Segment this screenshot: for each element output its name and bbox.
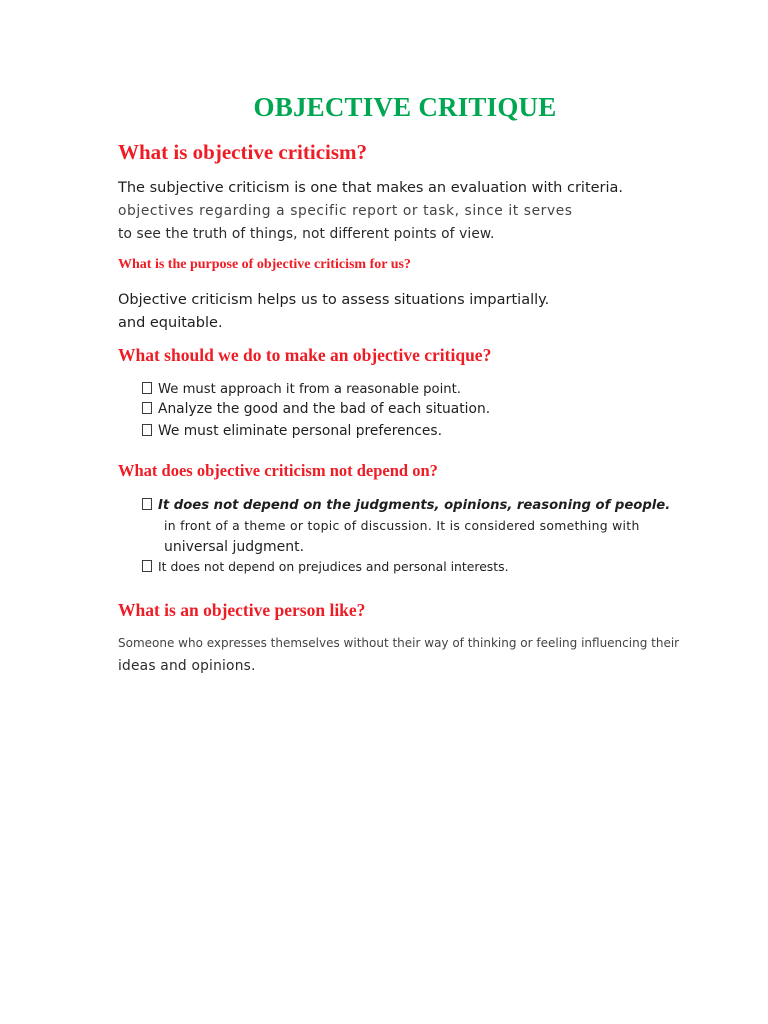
list-item-text: We must eliminate personal preferences. (158, 423, 442, 439)
list-item (142, 559, 509, 574)
section-heading-how-to: What should we do to make an objective critique? (118, 345, 492, 365)
paragraph-line: Objective criticism helps us to assess situations impartially. (118, 292, 550, 308)
section-heading-not-depend: What does objective criticism not depend on? (118, 461, 438, 480)
list-item (142, 498, 670, 513)
bullet-box-icon (142, 424, 152, 436)
list-item (142, 423, 442, 439)
section-heading-what-is: What is objective criticism? (118, 140, 368, 164)
page-title: OBJECTIVE CRITIQUE (253, 92, 557, 122)
paragraph-line: and equitable. (118, 315, 223, 331)
list-item (142, 382, 461, 397)
list-item-text: Analyze the good and the bad of each situation. (158, 401, 491, 417)
paragraph-line: universal judgment. (164, 539, 305, 555)
paragraph-line: ideas and opinions. (118, 658, 256, 674)
list-item-text: It does not depend on the judgments, opinions, reasoning of people. (158, 498, 671, 513)
bullet-box-icon (142, 498, 152, 510)
paragraph-line: objectives regarding a specific report or task, since it serves (118, 203, 573, 219)
section-heading-purpose: What is the purpose of objective criticism for us? (118, 257, 411, 272)
paragraph-line: in front of a theme or topic of discussion. It is considered something with (164, 518, 640, 533)
bullet-box-icon (142, 382, 152, 394)
paragraph-line: Someone who expresses themselves without their way of thinking or feeling influencing their (118, 636, 680, 650)
list-item-text: It does not depend on prejudices and personal interests. (158, 559, 509, 574)
paragraph-line: The subjective criticism is one that makes an evaluation with criteria. (118, 180, 624, 196)
bullet-box-icon (142, 560, 152, 572)
section-heading-objective-person: What is an objective person like? (118, 600, 366, 620)
list-item (142, 401, 490, 417)
paragraph-line: to see the truth of things, not different points of view. (118, 226, 495, 242)
bullet-box-icon (142, 402, 152, 414)
list-item-text: We must approach it from a reasonable point. (158, 382, 461, 397)
